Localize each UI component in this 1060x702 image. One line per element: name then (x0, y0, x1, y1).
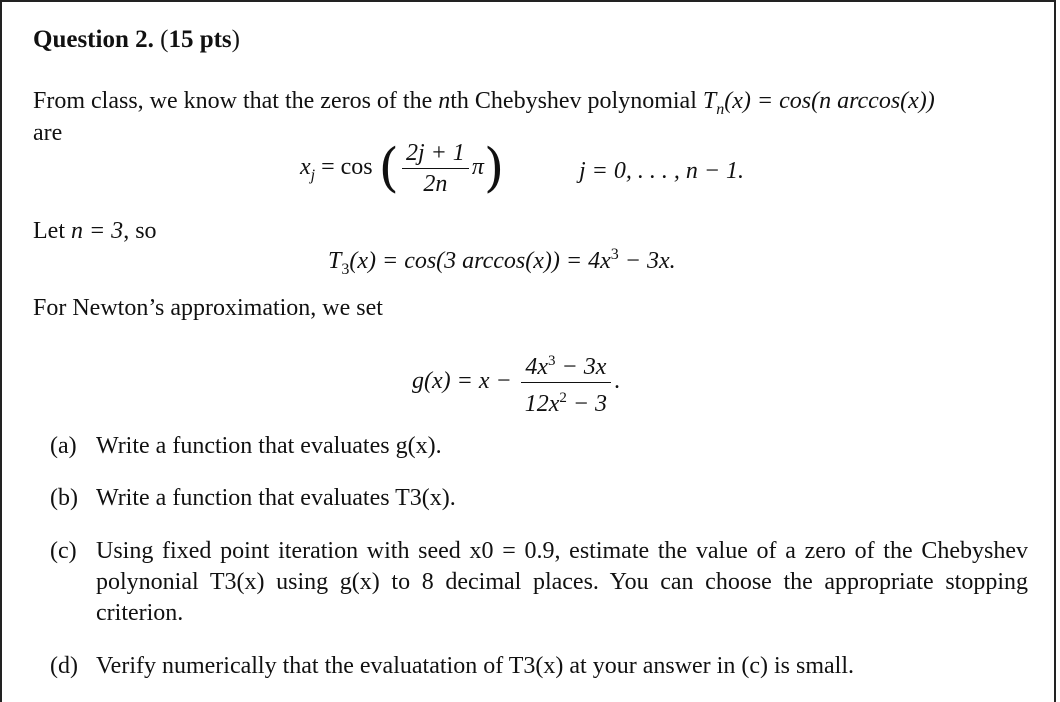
zeros-eq: = cos (321, 154, 373, 181)
t3-T: T (328, 248, 342, 274)
let-n: n = 3 (70, 218, 124, 244)
g-equation (412, 346, 620, 419)
zeros-pi: π (471, 154, 484, 181)
zeros-fraction (402, 138, 469, 199)
g-num: $4x^3 - 3x$ (521, 346, 611, 383)
intro-text: From class, we know that the zeros of the (33, 88, 439, 114)
g-den: $12x^2 - 3$ (524, 390, 608, 417)
part-b-label: (b) (50, 485, 78, 511)
g-period: . (614, 368, 621, 395)
let-text: Let (33, 218, 71, 244)
t3-sub: 3 (341, 260, 350, 278)
part-a-label: (a) (50, 433, 77, 459)
left-paren: ( (378, 138, 399, 199)
t3-sup: 3 (610, 246, 619, 263)
intro-line (33, 85, 935, 126)
zeros-lhs-sub: j (310, 166, 316, 184)
part-d-label: (d) (50, 653, 78, 679)
zeros-num: 2j + 1 (402, 138, 469, 169)
part-c-label: (c) (50, 538, 77, 564)
part-b-text: Write a function that evaluates T3(x). (96, 485, 456, 511)
intro-expr: (x) = cos(n arccos(x)) (724, 88, 935, 114)
part-c-text: Using fixed point iteration with seed x0 = 0.9, estimate the value of a zero of the Chebyshev polynonial T3(x) using g(x) to 8 decimal places. You can choose the appropriate stopping criterion. (96, 538, 1028, 626)
intro-T: T (702, 88, 717, 114)
newton-line: For Newton’s approximation, we set (33, 295, 383, 321)
intro-line-2: are (33, 120, 63, 146)
question-points: (15 pts) (160, 26, 240, 53)
t3-equation (328, 246, 676, 279)
intro-n: n (438, 88, 451, 114)
intro-text-2: th Chebyshev polynomial (450, 88, 703, 114)
t3-expr: (x) = cos(3 arccos(x)) = 4x (349, 248, 611, 274)
intro-T-sub: n (716, 100, 725, 118)
t3-tail: − 3x. (618, 248, 676, 274)
let-line (33, 215, 157, 247)
part-d-text: Verify numerically that the evaluatation of T3(x) at your answer in (c) is small. (96, 653, 854, 679)
zeros-range: j = 0, . . . , n − 1. (579, 158, 745, 184)
zeros-lhs: x (300, 154, 311, 181)
zeros-den: 2n (423, 171, 448, 197)
right-paren: ) (483, 138, 505, 199)
g-lhs: g(x) = x − (412, 368, 512, 395)
g-fraction (521, 346, 611, 419)
question-number: Question 2. (33, 26, 154, 53)
zeros-equation (300, 138, 504, 199)
let-text-2: , so (123, 218, 157, 244)
part-a-text: Write a function that evaluates g(x). (96, 433, 442, 459)
question-title (33, 26, 240, 54)
